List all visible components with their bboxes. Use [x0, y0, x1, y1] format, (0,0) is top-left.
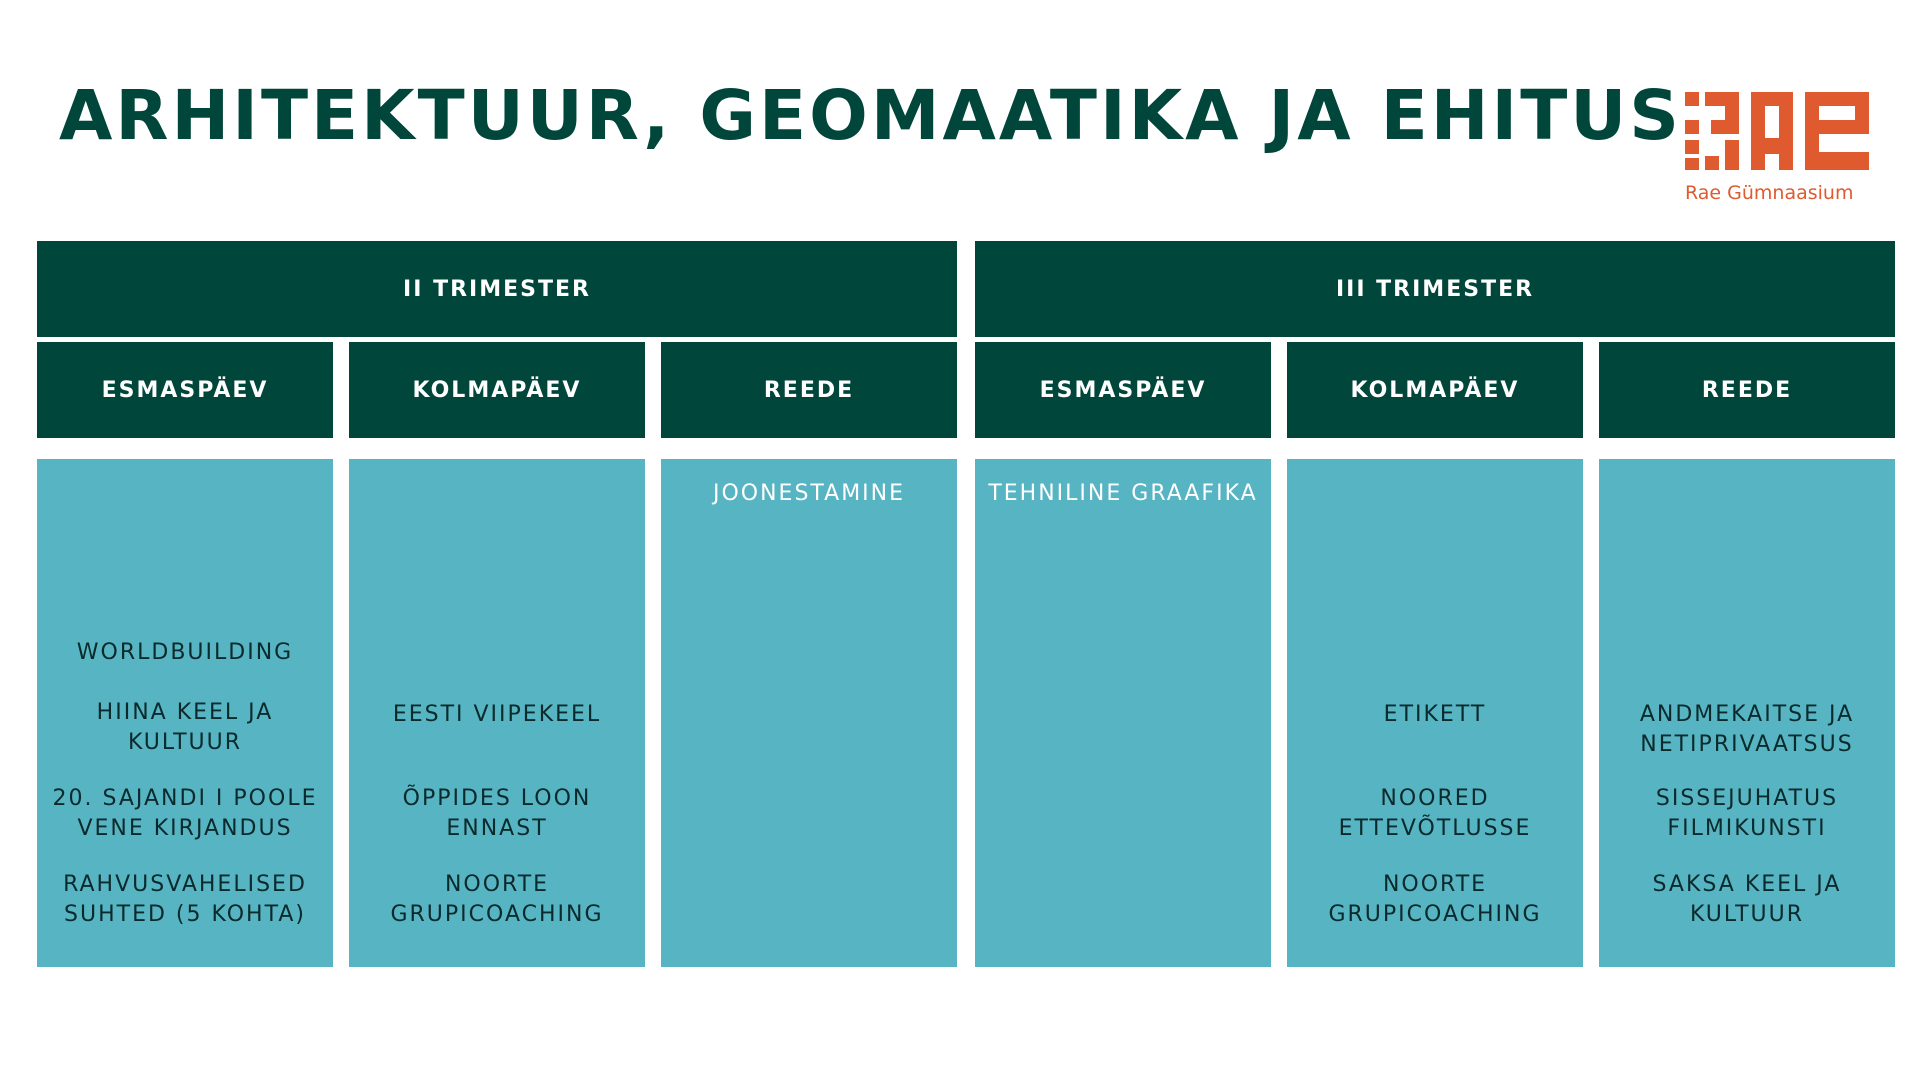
course-item: HIINA KEEL JA KULTUUR — [96, 700, 274, 755]
school-logo — [1685, 90, 1875, 210]
course-item: TEHNILINE GRAAFIKA — [988, 481, 1258, 506]
course-item: WORLDBUILDING — [76, 640, 294, 665]
day-column — [1287, 459, 1583, 967]
course-item: JOONESTAMINE — [712, 481, 906, 506]
course-item: SAKSA KEEL JA KULTUUR — [1652, 872, 1842, 927]
course-item: 20. SAJANDI I POOLE VENE KIRJANDUS — [52, 786, 318, 841]
rae-logo-icon — [1685, 90, 1875, 172]
day-header: KOLMAPÄEV — [349, 342, 645, 438]
page-title: ARHITEKTUUR, GEOMAATIKA JA EHITUS — [59, 76, 1682, 156]
day-header: ESMASPÄEV — [975, 342, 1271, 438]
day-header: KOLMAPÄEV — [1287, 342, 1583, 438]
course-item: EESTI VIIPEKEEL — [392, 702, 602, 727]
course-item: NOORED ETTEVÕTLUSSE — [1338, 786, 1532, 841]
course-item: NOORTE GRUPICOACHING — [390, 872, 604, 927]
course-item: ETIKETT — [1383, 702, 1487, 727]
logo-caption: Rae Gümnaasium — [1685, 182, 1854, 204]
course-item: NOORTE GRUPICOACHING — [1328, 872, 1542, 927]
trimester-header: II TRIMESTER — [37, 241, 957, 337]
day-header: REEDE — [661, 342, 957, 438]
day-header: REEDE — [1599, 342, 1895, 438]
course-item: ANDMEKAITSE JA NETIPRIVAATSUS — [1639, 702, 1855, 757]
day-header: ESMASPÄEV — [37, 342, 333, 438]
course-item: ÕPPIDES LOON ENNAST — [402, 786, 592, 841]
day-column — [37, 459, 333, 967]
day-column — [661, 459, 957, 967]
course-item: RAHVUSVAHELISED SUHTED (5 KOHTA) — [63, 872, 307, 927]
trimester-header: III TRIMESTER — [975, 241, 1895, 337]
course-item: SISSEJUHATUS FILMIKUNSTI — [1655, 786, 1839, 841]
day-column — [975, 459, 1271, 967]
day-column — [349, 459, 645, 967]
day-column — [1599, 459, 1895, 967]
